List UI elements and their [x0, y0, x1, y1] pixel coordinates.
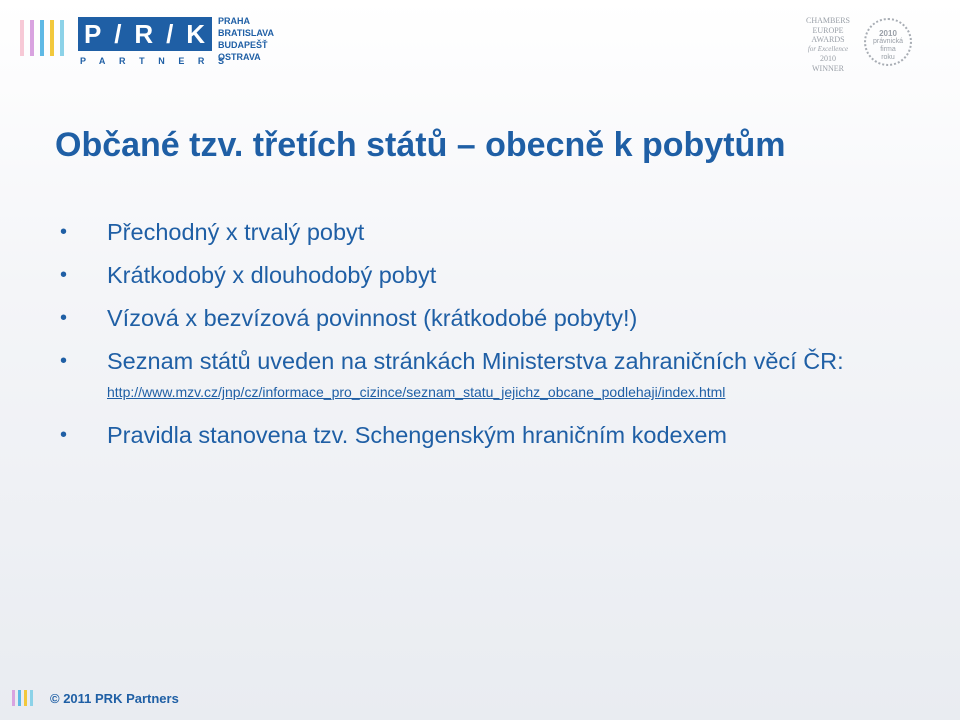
logo-letter: P	[83, 19, 103, 49]
bullet-text: Seznam států uveden na stránkách Ministerstva zahraničních věcí ČR:	[107, 348, 844, 374]
award-line: AWARDS	[811, 35, 845, 44]
award-line: for Excellence	[807, 44, 849, 53]
award-line: EUROPE	[812, 25, 844, 35]
logo-subtitle: PARTNERS	[80, 56, 238, 66]
bullet-icon: •	[60, 424, 68, 446]
bullet-text: Vízová x bezvízová povinnost (krátkodobé pobyty!)	[107, 305, 638, 331]
award-line: CHAMBERS	[805, 16, 850, 25]
prk-logo	[78, 17, 212, 51]
city-label: BRATISLAVA	[218, 28, 274, 38]
logo-bar	[60, 20, 64, 56]
footer-bar	[30, 690, 33, 706]
city-label: OSTRAVA	[218, 52, 261, 62]
office-cities	[218, 15, 274, 63]
logo-letter: K	[186, 19, 207, 49]
bullet-list	[60, 218, 920, 464]
bullet-icon: •	[60, 221, 68, 243]
law-firm-award-seal	[864, 18, 912, 66]
seal-line: firma	[880, 46, 896, 53]
bullet-item	[60, 347, 920, 406]
copyright-text: © 2011 PRK Partners	[50, 691, 179, 706]
bullet-icon: •	[60, 264, 68, 286]
mzv-country-list-link[interactable]: http://www.mzv.cz/jnp/cz/informace_pro_cizince/seznam_statu_jejichz_obcane_podlehaji/index.html	[107, 384, 726, 400]
logo-separator: /	[166, 19, 175, 49]
slide-header	[0, 0, 960, 80]
city-label: PRAHA	[218, 16, 251, 26]
logo-letter: R	[134, 19, 155, 49]
bullet-text: Krátkodobý x dlouhodobý pobyt	[107, 262, 437, 288]
bullet-text: Přechodný x trvalý pobyt	[107, 219, 365, 245]
logo-separator: /	[114, 19, 123, 49]
bullet-icon: •	[60, 350, 68, 372]
bullet-item	[60, 421, 920, 449]
award-line: 2010	[820, 54, 836, 63]
footer-bar	[24, 690, 27, 706]
award-line: WINNER	[812, 63, 844, 73]
city-label: BUDAPEŠŤ	[218, 40, 268, 50]
logo-bar	[30, 20, 34, 56]
logo-bar	[50, 20, 54, 56]
slide-title: Občané tzv. třetích států – obecně k pobytům	[55, 126, 786, 164]
bullet-item	[60, 261, 920, 289]
bullet-icon: •	[60, 307, 68, 329]
bullet-text: Pravidla stanovena tzv. Schengenským hraničním kodexem	[107, 422, 728, 448]
logo-bar	[40, 20, 44, 56]
bullet-item	[60, 218, 920, 246]
seal-line: roku	[881, 54, 895, 61]
chambers-award-logo	[800, 16, 856, 73]
footer-bar	[12, 690, 15, 706]
seal-line: 2010	[879, 29, 897, 38]
bullet-item	[60, 304, 920, 332]
seal-line: právnická	[873, 38, 903, 45]
logo-bar	[20, 20, 24, 56]
footer-bar	[18, 690, 21, 706]
